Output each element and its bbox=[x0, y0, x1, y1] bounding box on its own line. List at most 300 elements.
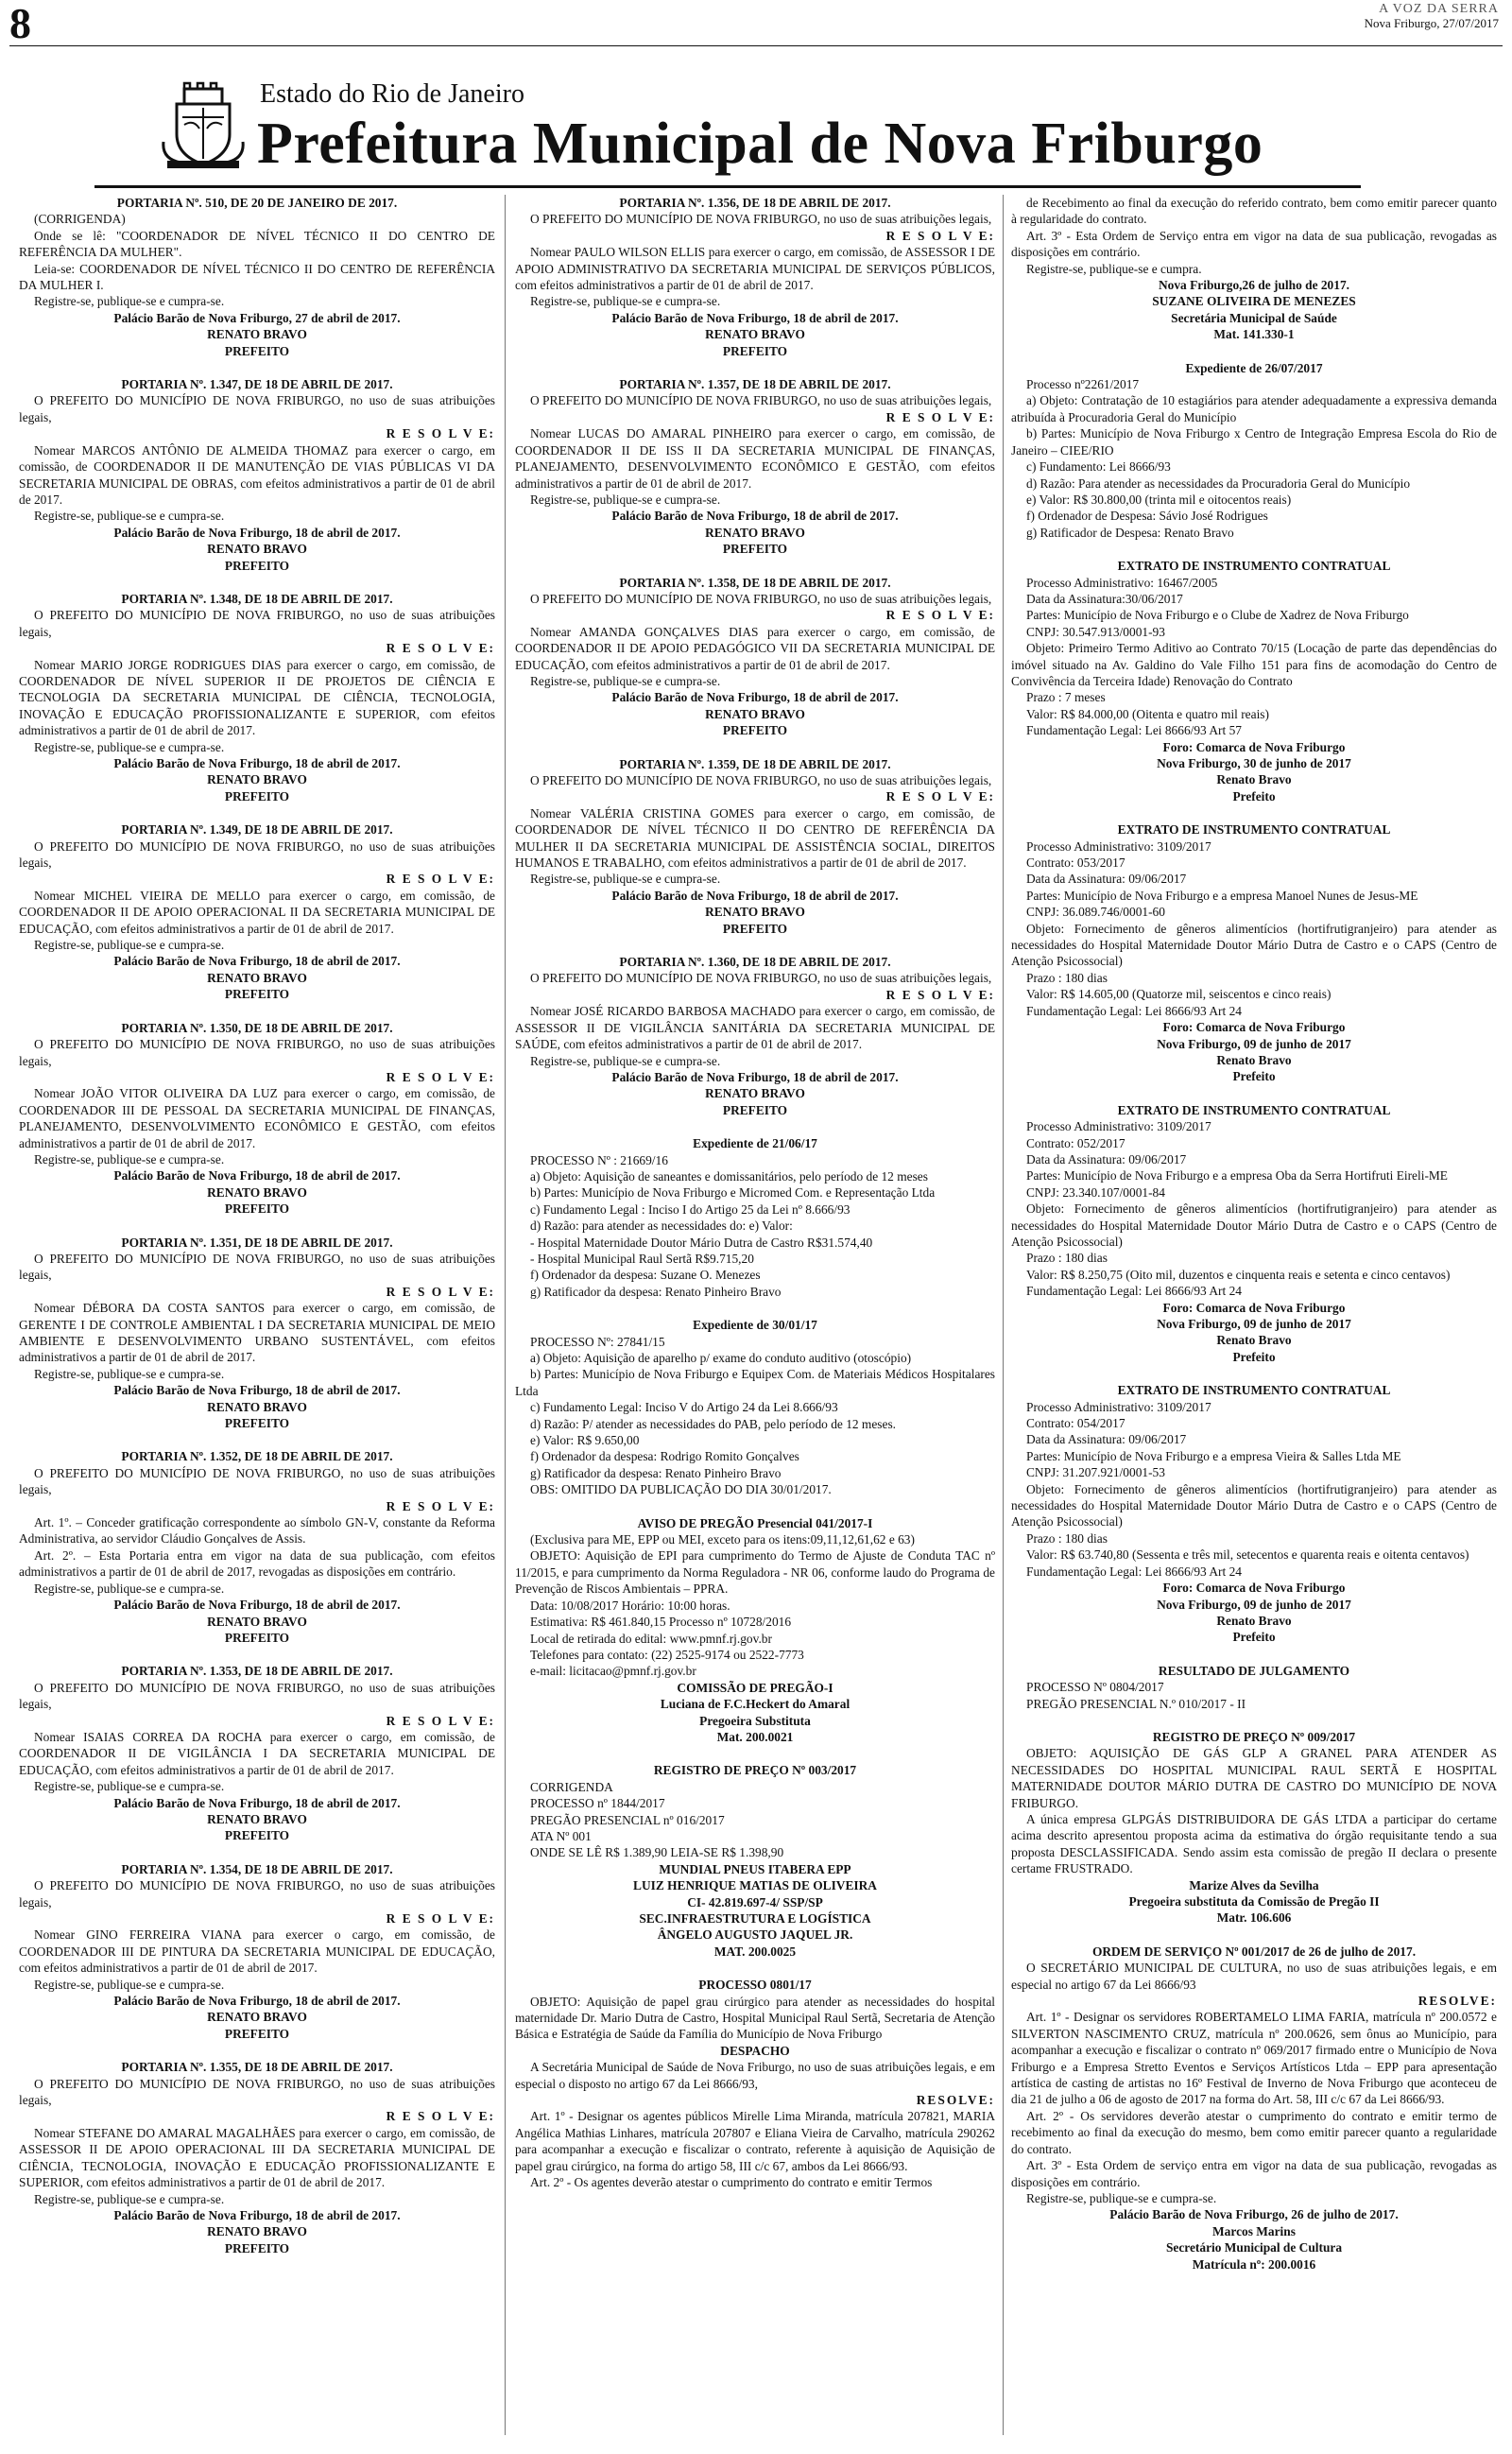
body-paragraph: PREGÃO PRESENCIAL N.º 010/2017 - II bbox=[1026, 1696, 1246, 1711]
body-paragraph: PROCESSO Nº: 27841/15 bbox=[530, 1334, 665, 1349]
signature-line: MAT. 200.0025 bbox=[713, 1944, 797, 1959]
section-gap bbox=[1011, 804, 1497, 821]
body-paragraph: a) Objeto: Contratação de 10 estagiários para atender adequadamente a expressiva demanda atribuída à Procuradoria Geral do Município bbox=[1011, 393, 1497, 424]
body-paragraph: Prazo : 180 dias bbox=[1026, 1530, 1108, 1546]
body-paragraph: c) Fundamento Legal : Inciso I do Artigo 25 da Lei nº 8.666/93 bbox=[530, 1201, 850, 1217]
body-paragraph: Nomear DÉBORA DA COSTA SANTOS para exercer o cargo, em comissão, de GERENTE I DE CONTROLE AMBIENTAL I DA SECRETARIA MUNICIPAL DE MEIO AMBIENTE E DESENVOLVIMENTO URBANO SUSTENTÁVEL, com efeitos administrativos a partir de 01 de abril de 2017. bbox=[19, 1301, 495, 1365]
body-paragraph: Art. 1º - Designar os agentes públicos Mirelle Lima Miranda, matrícula 207821, MARIA Angélica Mathias Linhares, matrícula 207807 e Eliana Vieira de Carvalho, matrícula 290262 para acompanhar a execução e fiscalizar o contrato, referente à aquisição de Aquisição de papel grau cirúrgico, na forma do artigo 58, III c/c 67, ambos da Lei 8666/93. bbox=[515, 2109, 995, 2173]
body-paragraph: Art. 1º - Designar os servidores ROBERTAMELO LIMA FARIA, matrícula nº 200.0572 e SILVERTON NASCIMENTO CRUZ, matrícula nº 200.0626, sem ônus ao Município, para acompanhar a execução e fiscalizar o contrato nº 069/2017 firmado entre o Município de Nova Friburgo e a Empresa Stretto Eventos e Serviços Artísticos Ltda – EPP para apresentação artística de casting de artistas no 16º Festival de Inverno de Nova Friburgo que aconteceu de dia 21 de julho a 06 de agosto de 2017 na forma do Art. 58, III c/c 67 da Lei 8666/93. bbox=[1011, 2010, 1497, 2107]
signature-line: Renato Bravo bbox=[1216, 1613, 1292, 1628]
section-heading: PORTARIA Nº. 1.358, DE 18 DE ABRIL DE 2017. bbox=[619, 575, 891, 590]
body-paragraph: Registre-se, publique-se e cumpra-se. bbox=[34, 1779, 225, 1794]
signature-line: Renato Bravo bbox=[1216, 772, 1292, 787]
section-heading: PORTARIA Nº. 1.352, DE 18 DE ABRIL DE 2017. bbox=[121, 1449, 393, 1464]
signature-line: Palácio Barão de Nova Friburgo, 26 de julho de 2017. bbox=[1109, 2207, 1399, 2222]
signature-line: Palácio Barão de Nova Friburgo, 18 de abril de 2017. bbox=[113, 2207, 401, 2222]
body-paragraph: Local de retirada do edital: www.pmnf.rj.gov.br bbox=[530, 1631, 772, 1646]
body-paragraph: O PREFEITO DO MUNICÍPIO DE NOVA FRIBURGO, no uso de suas atribuições legais, bbox=[19, 608, 495, 639]
signature-line: PREFEITO bbox=[722, 1102, 788, 1117]
body-paragraph: Leia-se: COORDENADOR DE NÍVEL TÉCNICO II DO CENTRO DE REFERÊNCIA DA MULHER I. bbox=[19, 261, 495, 293]
signature-line: Mat. 141.330-1 bbox=[1213, 327, 1295, 342]
column-2 bbox=[515, 195, 995, 2445]
section-gap bbox=[1011, 1646, 1497, 1663]
body-paragraph: Nomear JOSÉ RICARDO BARBOSA MACHADO para exercer o cargo, em comissão, de ASSESSOR II DE VIGILÂNCIA SANITÁRIA DA SECRETARIA MUNICIPAL DE SAÚDE, com efeitos administrativos a partir de 01 de abril de 2017. bbox=[515, 1004, 995, 1052]
resolve-label: RESOLVE: bbox=[916, 2093, 995, 2108]
body-paragraph: Objeto: Fornecimento de gêneros alimentícios (hortifrutigranjeiro) para atender as necessidades do Hospital Maternidade Doutor Mário Dutra de Castro e o CAPS (Centro de Atenção Psicossocial) bbox=[1011, 1481, 1497, 1529]
column-divider bbox=[1003, 195, 1004, 2435]
section-heading: PROCESSO 0801/17 bbox=[698, 1978, 812, 1993]
body-paragraph: Registre-se, publique-se e cumpra-se. bbox=[34, 1151, 225, 1167]
body-paragraph: f) Ordenador da despesa: Suzane O. Menezes bbox=[530, 1268, 761, 1283]
body-paragraph: Data da Assinatura: 09/06/2017 bbox=[1026, 1432, 1187, 1447]
section-gap bbox=[515, 1118, 995, 1135]
body-paragraph: Estimativa: R$ 461.840,15 Processo nº 10728/2016 bbox=[530, 1615, 792, 1630]
body-paragraph: O PREFEITO DO MUNICÍPIO DE NOVA FRIBURGO, no uso de suas atribuições legais, bbox=[19, 838, 495, 871]
section-heading: PORTARIA Nº. 1.355, DE 18 DE ABRIL DE 2017. bbox=[121, 2060, 393, 2075]
resolve-label: R E S O L V E: bbox=[386, 1713, 495, 1728]
section-heading: RESULTADO DE JULGAMENTO bbox=[1158, 1663, 1350, 1678]
body-paragraph: (CORRIGENDA) bbox=[34, 212, 126, 227]
signature-line: Nova Friburgo, 09 de junho de 2017 bbox=[1157, 1317, 1351, 1331]
signature-line: SUZANE OLIVEIRA DE MENEZES bbox=[1152, 294, 1356, 309]
signature-line: LUIZ HENRIQUE MATIAS DE OLIVEIRA bbox=[633, 1878, 877, 1893]
section-gap bbox=[1011, 1365, 1497, 1382]
body-paragraph: Data da Assinatura:30/06/2017 bbox=[1026, 591, 1183, 606]
section-gap bbox=[19, 1431, 495, 1448]
signature-line: Palácio Barão de Nova Friburgo, 18 de abril de 2017. bbox=[611, 690, 899, 705]
body-paragraph: d) Razão: para atender as necessidades do: e) Valor: bbox=[530, 1218, 793, 1234]
section-heading: REGISTRO DE PREÇO Nº 009/2017 bbox=[1152, 1729, 1356, 1744]
body-paragraph: Onde se lê: "COORDENADOR DE NÍVEL TÉCNICO II DO CENTRO DE REFERÊNCIA DA MULHER". bbox=[19, 228, 495, 260]
body-paragraph: Partes: Município de Nova Friburgo e a empresa Vieira & Salles Ltda ME bbox=[1026, 1448, 1401, 1463]
signature-line: PREFEITO bbox=[224, 1201, 290, 1217]
section-heading: PORTARIA Nº. 1.350, DE 18 DE ABRIL DE 2017. bbox=[121, 1020, 393, 1035]
body-paragraph: O PREFEITO DO MUNICÍPIO DE NOVA FRIBURGO, no uso de suas atribuições legais, bbox=[19, 1680, 495, 1712]
signature-line: Prefeito bbox=[1232, 1630, 1276, 1645]
signature-line: Palácio Barão de Nova Friburgo, 18 de abril de 2017. bbox=[113, 1994, 401, 2009]
body-paragraph: O PREFEITO DO MUNICÍPIO DE NOVA FRIBURGO, no uso de suas atribuições legais, bbox=[530, 971, 992, 986]
resolve-label: R E S O L V E: bbox=[885, 608, 995, 623]
body-paragraph: O PREFEITO DO MUNICÍPIO DE NOVA FRIBURGO, no uso de suas atribuições legais, bbox=[19, 393, 495, 424]
section-gap bbox=[19, 1218, 495, 1235]
body-paragraph: Processo Administrativo: 16467/2005 bbox=[1026, 575, 1218, 590]
body-paragraph: Registre-se, publique-se e cumpra-se. bbox=[530, 673, 721, 688]
signature-line: Matrícula nº: 200.0016 bbox=[1192, 2256, 1316, 2272]
resolve-label: R E S O L V E: bbox=[386, 426, 495, 441]
body-paragraph: A única empresa GLPGÁS DISTRIBUIDORA DE GÁS LTDA a participar do certame acima descrito apresentou proposta acima da estimativa do órgão requisitante tendo a sua proposta DESCLASSIFICADA. Sendo assim esta comissão de pregão II declara o presente certame FRUSTRADO. bbox=[1011, 1811, 1497, 1876]
signature-line: Palácio Barão de Nova Friburgo, 18 de abril de 2017. bbox=[113, 1598, 401, 1613]
body-paragraph: Contrato: 054/2017 bbox=[1026, 1416, 1125, 1431]
resolve-label: R E S O L V E: bbox=[885, 409, 995, 424]
signature-line: Palácio Barão de Nova Friburgo, 18 de abril de 2017. bbox=[611, 888, 899, 903]
section-heading: Expediente de 30/01/17 bbox=[693, 1318, 817, 1333]
section-gap bbox=[19, 1003, 495, 1020]
resolve-label: RESOLVE: bbox=[1418, 1994, 1497, 2009]
section-heading: PORTARIA Nº. 1.347, DE 18 DE ABRIL DE 2017. bbox=[121, 377, 393, 392]
body-paragraph: Art. 3º - Esta Ordem de Serviço entra em vigor na data de sua publicação, revogadas as disposições em contrário. bbox=[1011, 228, 1497, 260]
body-paragraph: O PREFEITO DO MUNICÍPIO DE NOVA FRIBURGO, no uso de suas atribuições legais, bbox=[530, 393, 992, 408]
body-paragraph: CNPJ: 31.207.921/0001-53 bbox=[1026, 1465, 1165, 1480]
resolve-label: R E S O L V E: bbox=[885, 789, 995, 804]
body-paragraph: Partes: Município de Nova Friburgo e o Clube de Xadrez de Nova Friburgo bbox=[1026, 608, 1409, 623]
body-paragraph: Registre-se, publique-se e cumpra-se. bbox=[34, 2191, 225, 2206]
column-1 bbox=[19, 195, 495, 2445]
body-paragraph: Registre-se, publique-se e cumpra-se. bbox=[530, 872, 721, 887]
resolve-label: R E S O L V E: bbox=[386, 1284, 495, 1299]
signature-line: PREFEITO bbox=[722, 542, 788, 557]
body-paragraph: f) Ordenador de Despesa: Sávio José Rodrigues bbox=[1026, 509, 1268, 524]
body-paragraph: PROCESSO Nº : 21669/16 bbox=[530, 1152, 668, 1167]
body-paragraph: c) Fundamento: Lei 8666/93 bbox=[1026, 459, 1171, 475]
section-heading: PORTARIA Nº. 1.356, DE 18 DE ABRIL DE 2017. bbox=[619, 196, 891, 210]
section-heading: Expediente de 21/06/17 bbox=[693, 1136, 817, 1151]
body-paragraph: e-mail: licitacao@pmnf.rj.gov.br bbox=[530, 1664, 696, 1679]
body-paragraph: Art. 2º - Os servidores deverão atestar o cumprimento do contrato e emitir termo de recebimento ao final da execução do mesmo, bem como emitir parecer quanto a regularidade do contrato. bbox=[1011, 2108, 1497, 2156]
body-paragraph: Nomear AMANDA GONÇALVES DIAS para exercer o cargo, em comissão, de COORDENADOR II DE APOIO PEDAGÓGICO VII DA SECRETARIA MUNICIPAL DE EDUCAÇÃO, com efeitos administrativos a partir de 01 de abril de 2017. bbox=[515, 624, 995, 672]
section-gap bbox=[1011, 343, 1497, 360]
section-gap bbox=[515, 359, 995, 376]
body-paragraph: O SECRETÁRIO MUNICIPAL DE CULTURA, no uso de suas atribuições legais, e em especial no artigo 67 da Lei 8666/93 bbox=[1011, 1961, 1497, 1992]
body-paragraph: Contrato: 053/2017 bbox=[1026, 855, 1125, 871]
body-paragraph: CNPJ: 36.089.746/0001-60 bbox=[1026, 905, 1165, 920]
body-paragraph: Nomear ISAIAS CORREA DA ROCHA para exercer o cargo, em comissão, de COORDENADOR II DE VIGILÂNCIA I DA SECRETARIA MUNICIPAL DE EDUCAÇÃO, com efeitos administrativos a partir de 01 de abril de 2017. bbox=[19, 1729, 495, 1777]
signature-line: Marize Alves da Sevilha bbox=[1189, 1877, 1319, 1892]
signature-line: Nova Friburgo, 30 de junho de 2017 bbox=[1157, 756, 1351, 770]
section-heading: REGISTRO DE PREÇO Nº 003/2017 bbox=[653, 1763, 857, 1778]
body-paragraph: Nomear MARCOS ANTÔNIO DE ALMEIDA THOMAZ para exercer o cargo, em comissão, de COORDENADOR II DE MANUTENÇÃO DE VIAS PÚBLICAS VI DA SECRETARIA MUNICIPAL DE OBRAS, com efeitos administrativos a partir de 01 de abril de 2017. bbox=[19, 442, 495, 507]
signature-line: RENATO BRAVO bbox=[207, 1811, 307, 1826]
paper-masthead bbox=[1365, 2, 1499, 30]
signature-line: ÂNGELO AUGUSTO JAQUEL JR. bbox=[657, 1927, 853, 1943]
body-paragraph: PROCESSO nº 1844/2017 bbox=[530, 1796, 665, 1811]
body-paragraph: Registre-se, publique-se e cumpra-se. bbox=[34, 938, 225, 953]
signature-line: Palácio Barão de Nova Friburgo, 18 de abril de 2017. bbox=[113, 1168, 401, 1184]
body-paragraph: Valor: R$ 8.250,75 (Oito mil, duzentos e cinquenta reais e setenta e cinco centavos) bbox=[1026, 1267, 1451, 1282]
body-paragraph: Data da Assinatura: 09/06/2017 bbox=[1026, 1151, 1187, 1167]
body-paragraph: a) Objeto: Aquisição de aparelho p/ exame do conduto auditivo (otoscópio) bbox=[530, 1351, 912, 1365]
body-paragraph: CORRIGENDA bbox=[530, 1779, 613, 1794]
body-paragraph: Registre-se, publique-se e cumpra-se. bbox=[530, 294, 721, 309]
body-paragraph: Art. 1º. – Conceder gratificação correspondente ao símbolo GN-V, constante da Reforma Administrativa, ao servidor Cláudio Gonçalves de Assis. bbox=[19, 1515, 495, 1547]
column-divider bbox=[505, 195, 506, 2435]
signature-line: Palácio Barão de Nova Friburgo, 27 de abril de 2017. bbox=[113, 310, 401, 325]
body-paragraph: Processo Administrativo: 3109/2017 bbox=[1026, 1399, 1211, 1414]
page-number: 8 bbox=[9, 0, 31, 47]
signature-line: RENATO BRAVO bbox=[207, 542, 307, 557]
signature-line: Palácio Barão de Nova Friburgo, 18 de abril de 2017. bbox=[113, 1383, 401, 1398]
body-paragraph: Telefones para contato: (22) 2525-9174 ou 2522-7773 bbox=[530, 1647, 804, 1662]
signature-line: PREFEITO bbox=[224, 1416, 290, 1431]
body-paragraph: Valor: R$ 14.605,00 (Quatorze mil, seiscentos e cinco reais) bbox=[1026, 987, 1332, 1002]
signature-line: Secretário Municipal de Cultura bbox=[1165, 2240, 1343, 2255]
body-paragraph: de Recebimento ao final da execução do referido contrato, bem como emitir parecer quanto à regularidade do contrato. bbox=[1011, 196, 1497, 227]
body-paragraph: Fundamentação Legal: Lei 8666/93 Art 57 bbox=[1026, 723, 1242, 738]
body-paragraph: e) Valor: R$ 30.800,00 (trinta mil e oitocentos reais) bbox=[1026, 492, 1292, 507]
body-paragraph: OBJETO: Aquisição de EPI para cumprimento do Termo de Ajuste de Conduta TAC nº 11/2015, e para cumprimento da Norma Reguladora - NR 06, conforme laudo do Programa de Prevenção de Riscos Ambientais – PPRA. bbox=[515, 1548, 995, 1597]
body-paragraph: b) Partes: Município de Nova Friburgo e Micromed Com. e Representação Ltda bbox=[530, 1185, 936, 1201]
signature-line: RENATO BRAVO bbox=[705, 905, 805, 920]
signature-line: SEC.INFRAESTRUTURA E LOGÍSTICA bbox=[639, 1911, 871, 1926]
body-paragraph: O PREFEITO DO MUNICÍPIO DE NOVA FRIBURGO, no uso de suas atribuições legais, bbox=[19, 2076, 495, 2108]
resolve-label: R E S O L V E: bbox=[885, 228, 995, 243]
signature-line: PREFEITO bbox=[722, 921, 788, 936]
signature-line: Luciana de F.C.Heckert do Amaral bbox=[660, 1697, 850, 1712]
resolve-label: R E S O L V E: bbox=[386, 2109, 495, 2124]
body-paragraph: Registre-se, publique-se e cumpra-se. bbox=[530, 492, 721, 507]
signature-line: PREFEITO bbox=[224, 1630, 290, 1645]
body-paragraph: Registre-se, publique-se e cumpra-se. bbox=[530, 1053, 721, 1068]
signature-line: PREFEITO bbox=[224, 788, 290, 804]
body-paragraph: ATA Nº 001 bbox=[530, 1828, 592, 1843]
body-paragraph: OBS: OMITIDO DA PUBLICAÇÃO DO DIA 30/01/2017. bbox=[530, 1482, 832, 1497]
section-heading: EXTRATO DE INSTRUMENTO CONTRATUAL bbox=[1117, 559, 1391, 574]
body-paragraph: Nomear MICHEL VIEIRA DE MELLO para exercer o cargo, em comissão, de COORDENADOR II DE APOIO OPERACIONAL II DA SECRETARIA MUNICIPAL DE EDUCAÇÃO, com efeitos administrativos a partir de 01 de abril de 2017. bbox=[19, 888, 495, 936]
section-gap bbox=[1011, 1927, 1497, 1944]
signature-line: Nova Friburgo, 09 de junho de 2017 bbox=[1157, 1597, 1351, 1612]
signature-line: RENATO BRAVO bbox=[705, 1086, 805, 1101]
signature-line: Palácio Barão de Nova Friburgo, 18 de abril de 2017. bbox=[113, 954, 401, 969]
section-gap bbox=[19, 574, 495, 591]
body-paragraph: O PREFEITO DO MUNICÍPIO DE NOVA FRIBURGO, no uso de suas atribuições legais, bbox=[19, 1037, 495, 1068]
coat-of-arms-icon bbox=[156, 76, 250, 170]
body-paragraph: Prazo : 7 meses bbox=[1026, 690, 1106, 705]
body-paragraph: CNPJ: 30.547.913/0001-93 bbox=[1026, 624, 1165, 639]
section-gap bbox=[1011, 541, 1497, 558]
signature-line: Pregoeira substituta da Comissão de Pregão II bbox=[1128, 1894, 1380, 1909]
body-paragraph: Objeto: Primeiro Termo Aditivo ao Contrato 70/15 (Locação de parte das dependências do imóvel situado na Av. Galdino do Vale Filho 151 para fins de acomodação do Centro de Convivência da Terceira Idade) Renovação do Contrato bbox=[1011, 641, 1497, 688]
signature-line: Marcos Marins bbox=[1212, 2223, 1296, 2238]
body-paragraph: Processo Administrativo: 3109/2017 bbox=[1026, 1119, 1211, 1134]
body-paragraph: ONDE SE LÊ R$ 1.389,90 LEIA-SE R$ 1.398,90 bbox=[530, 1845, 784, 1860]
section-gap bbox=[19, 804, 495, 821]
body-paragraph: Registre-se, publique-se e cumpra-se. bbox=[34, 1977, 225, 1992]
signature-line: Prefeito bbox=[1232, 1349, 1276, 1364]
body-paragraph: Nomear MARIO JORGE RODRIGUES DIAS para exercer o cargo, em comissão, de COORDENADOR DE NÍVEL SUPERIOR II DE PROJETOS DE CIÊNCIA E TECNOLOGIA DA SECRETARIA MUNICIPAL DE CIÊNCIA, TECNOLOGIA, INOVAÇÃO E EDUCAÇÃO PROFISSIONALIZANTE E SUPERIOR, com efeitos administrativos a partir de 01 de abril de 2017. bbox=[19, 657, 495, 738]
body-paragraph: - Hospital Municipal Raul Sertã R$9.715,20 bbox=[530, 1251, 754, 1266]
paper-name: A VOZ DA SERRA bbox=[1379, 2, 1499, 16]
section-gap bbox=[515, 739, 995, 756]
body-paragraph: Nomear LUCAS DO AMARAL PINHEIRO para exercer o cargo, em comissão, de COORDENADOR II DE ISS II DA SECRETARIA MUNICIPAL DE FINANÇAS, PLANEJAMENTO, DESENVOLVIMENTO ECONÔMICO E GESTÃO, com efeitos administrativos a partir de 01 de abril de 2017. bbox=[515, 426, 995, 491]
body-paragraph: Registre-se, publique-se e cumpra. bbox=[1026, 261, 1202, 276]
signature-line: Palácio Barão de Nova Friburgo, 18 de abril de 2017. bbox=[611, 509, 899, 524]
section-heading: PORTARIA Nº. 1.359, DE 18 DE ABRIL DE 2017. bbox=[619, 756, 891, 771]
section-heading: PORTARIA Nº. 1.348, DE 18 DE ABRIL DE 2017. bbox=[121, 591, 393, 606]
section-heading: PORTARIA Nº. 1.354, DE 18 DE ABRIL DE 2017. bbox=[121, 1861, 393, 1876]
signature-line: Nova Friburgo, 09 de junho de 2017 bbox=[1157, 1036, 1351, 1051]
body-paragraph: O PREFEITO DO MUNICÍPIO DE NOVA FRIBURGO, no uso de suas atribuições legais, bbox=[530, 591, 992, 606]
signature-line: RENATO BRAVO bbox=[207, 2224, 307, 2239]
signature-line: PREFEITO bbox=[224, 2240, 290, 2255]
body-paragraph: Fundamentação Legal: Lei 8666/93 Art 24 bbox=[1026, 1564, 1242, 1579]
body-paragraph: O PREFEITO DO MUNICÍPIO DE NOVA FRIBURGO, no uso de suas atribuições legais, bbox=[19, 1465, 495, 1497]
signature-line: RENATO BRAVO bbox=[705, 327, 805, 342]
section-gap bbox=[19, 1844, 495, 1861]
section-gap bbox=[515, 1300, 995, 1317]
signature-line: PREFEITO bbox=[224, 1828, 290, 1843]
body-paragraph: Partes: Município de Nova Friburgo e a empresa Oba da Serra Hortifruti Eireli-ME bbox=[1026, 1168, 1448, 1184]
resolve-label: R E S O L V E: bbox=[885, 987, 995, 1002]
body-paragraph: d) Razão: Para atender as necessidades da Procuradoria Geral do Município bbox=[1026, 475, 1411, 491]
resolve-label: R E S O L V E: bbox=[386, 1069, 495, 1084]
signature-line: RENATO BRAVO bbox=[705, 706, 805, 721]
section-gap bbox=[1011, 1712, 1497, 1729]
body-paragraph: Nomear STEFANE DO AMARAL MAGALHÃES para exercer o cargo, em comissão, de ASSESSOR II DE APOIO OPERACIONAL III DA SECRETARIA MUNICIPAL DE CIÊNCIA, TECNOLOGIA, INOVAÇÃO E EDUCAÇÃO PROFISSIONALIZANTE E SUPERIOR, com efeitos administrativos a partir de 01 de abril de 2017. bbox=[19, 2125, 495, 2190]
body-paragraph: PREGÃO PRESENCIAL nº 016/2017 bbox=[530, 1812, 725, 1827]
body-paragraph: Art. 2º. – Esta Portaria entra em vigor na data de sua publicação, com efeitos administrativos a partir de 01 de abril de 2017, revogadas as disposições em contrário. bbox=[19, 1547, 495, 1580]
signature-line: PREFEITO bbox=[224, 343, 290, 358]
body-paragraph: Processo Administrativo: 3109/2017 bbox=[1026, 838, 1211, 854]
section-gap bbox=[515, 1745, 995, 1762]
body-paragraph: OBJETO: AQUISIÇÃO DE GÁS GLP A GRANEL PARA ATENDER AS NECESSIDADES DO HOSPITAL MUNICIPAL RAUL SERTÃ E HOSPITAL MATERNIDADE DOUTOR MÁRIO DUTRA DE CASTRO DO MUNICÍPIO DE NOVA FRIBURGO. bbox=[1011, 1746, 1497, 1810]
signature-line: PREFEITO bbox=[722, 343, 788, 358]
section-gap bbox=[515, 1498, 995, 1515]
body-paragraph: d) Razão: P/ atender as necessidades do PAB, pelo período de 12 meses. bbox=[530, 1416, 897, 1431]
body-paragraph: Fundamentação Legal: Lei 8666/93 Art 24 bbox=[1026, 1284, 1242, 1299]
paper-dateline: Nova Friburgo, 27/07/2017 bbox=[1364, 16, 1499, 30]
signature-line: Renato Bravo bbox=[1216, 1333, 1292, 1348]
body-paragraph: CNPJ: 23.340.107/0001-84 bbox=[1026, 1184, 1165, 1200]
body-paragraph: A Secretária Municipal de Saúde de Nova Friburgo, no uso de suas atribuições legais, e em especial o disposto no artigo 67 da Lei 8666/93, bbox=[515, 2060, 995, 2091]
signature-line: DESPACHO bbox=[720, 2043, 790, 2058]
body-paragraph: - Hospital Maternidade Doutor Mário Dutra de Castro R$31.574,40 bbox=[530, 1235, 873, 1250]
section-gap bbox=[515, 558, 995, 575]
top-divider bbox=[9, 45, 1503, 46]
signature-line: MUNDIAL PNEUS ITABERA EPP bbox=[659, 1861, 851, 1876]
body-paragraph: Nomear JOÃO VITOR OLIVEIRA DA LUZ para exercer o cargo, em comissão, de COORDENADOR III DE PESSOAL DA SECRETARIA MUNICIPAL DE FINANÇAS, PLANEJAMENTO, DESENVOLVIMENTO ECONÔMICO E GESTÃO, com efeitos administrativos a partir de 01 de abril de 2017. bbox=[19, 1086, 495, 1150]
body-paragraph: PROCESSO Nº 0804/2017 bbox=[1026, 1680, 1164, 1695]
municipality-title: Prefeitura Municipal de Nova Friburgo bbox=[257, 112, 1263, 176]
resolve-label: R E S O L V E: bbox=[386, 1498, 495, 1513]
section-heading: EXTRATO DE INSTRUMENTO CONTRATUAL bbox=[1117, 1102, 1391, 1117]
body-paragraph: Nomear PAULO WILSON ELLIS para exercer o cargo, em comissão, de ASSESSOR I DE APOIO ADMINISTRATIVO DA SECRETARIA MUNICIPAL DE SERVIÇOS PÚBLICOS, com efeitos administrativos a partir de 01 de abril de 2017. bbox=[515, 245, 995, 293]
body-paragraph: Partes: Município de Nova Friburgo e a empresa Manoel Nunes de Jesus-ME bbox=[1026, 888, 1418, 903]
signature-line: RENATO BRAVO bbox=[207, 1184, 307, 1200]
body-paragraph: c) Fundamento Legal: Inciso V do Artigo 24 da Lei 8.666/93 bbox=[530, 1400, 838, 1415]
section-heading: PORTARIA Nº. 1.360, DE 18 DE ABRIL DE 2017. bbox=[619, 955, 891, 970]
signature-line: Renato Bravo bbox=[1216, 1052, 1292, 1067]
body-paragraph: g) Ratificador da despesa: Renato Pinheiro Bravo bbox=[530, 1465, 782, 1480]
signature-line: Foro: Comarca de Nova Friburgo bbox=[1162, 1581, 1346, 1596]
body-paragraph: O PREFEITO DO MUNICÍPIO DE NOVA FRIBURGO, no uso de suas atribuições legais, bbox=[19, 1878, 495, 1910]
body-paragraph: Processo nº2261/2017 bbox=[1026, 377, 1140, 392]
body-paragraph: Valor: R$ 84.000,00 (Oitenta e quatro mil reais) bbox=[1026, 706, 1269, 721]
signature-line: Nova Friburgo,26 de julho de 2017. bbox=[1159, 278, 1349, 293]
section-gap bbox=[515, 1960, 995, 1977]
body-paragraph: Data da Assinatura: 09/06/2017 bbox=[1026, 872, 1187, 887]
section-heading: PORTARIA Nº. 1.353, DE 18 DE ABRIL DE 2017. bbox=[121, 1664, 393, 1679]
section-gap bbox=[1011, 1085, 1497, 1102]
body-paragraph: Data: 10/08/2017 Horário: 10:00 horas. bbox=[530, 1598, 730, 1613]
body-paragraph: Prazo : 180 dias bbox=[1026, 1251, 1108, 1266]
signature-line: RENATO BRAVO bbox=[207, 772, 307, 787]
state-name: Estado do Rio de Janeiro bbox=[260, 79, 524, 109]
body-paragraph: Registre-se, publique-se e cumpra-se. bbox=[34, 1581, 225, 1596]
body-paragraph: Art. 3º - Esta Ordem de serviço entra em vigor na data de sua publicação, revogadas as disposições em contrário. bbox=[1011, 2158, 1497, 2189]
body-paragraph: b) Partes: Município de Nova Friburgo x Centro de Integração Empresa Escola do Rio de Janeiro – CIEE/RIO bbox=[1011, 426, 1497, 458]
body-paragraph: Contrato: 052/2017 bbox=[1026, 1135, 1125, 1150]
signature-line: PREFEITO bbox=[722, 723, 788, 738]
section-heading: PORTARIA Nº. 1.357, DE 18 DE ABRIL DE 2017. bbox=[619, 377, 891, 392]
signature-line: RENATO BRAVO bbox=[207, 327, 307, 342]
signature-line: RENATO BRAVO bbox=[207, 970, 307, 985]
body-paragraph: OBJETO: Aquisição de papel grau cirúrgico para atender as necessidades do hospital maternidade Dr. Mario Dutra de Castro, Hospital Municipal Raul Sertã, Secretaria de Atenção Básica e Estratégia de Saúde da Família do Município de Nova Friburgo bbox=[515, 1994, 995, 2042]
section-heading: PORTARIA Nº. 1.349, DE 18 DE ABRIL DE 2017. bbox=[121, 822, 393, 838]
signature-line: PREFEITO bbox=[224, 558, 290, 573]
signature-line: Foro: Comarca de Nova Friburgo bbox=[1162, 739, 1346, 754]
body-paragraph: Registre-se, publique-se e cumpra-se. bbox=[34, 739, 225, 754]
section-heading: Expediente de 26/07/2017 bbox=[1185, 360, 1323, 375]
signature-line: Foro: Comarca de Nova Friburgo bbox=[1162, 1020, 1346, 1035]
section-heading: PORTARIA Nº. 1.351, DE 18 DE ABRIL DE 2017. bbox=[121, 1235, 393, 1250]
signature-line: Palácio Barão de Nova Friburgo, 18 de abril de 2017. bbox=[113, 1795, 401, 1810]
body-paragraph: Objeto: Fornecimento de gêneros alimentícios (hortifrutigranjeiro) para atender as necessidades do Hospital Maternidade Doutor Mário Dutra de Castro e o CAPS (Centro de Atenção Psicossocial) bbox=[1011, 921, 1497, 969]
body-paragraph: e) Valor: R$ 9.650,00 bbox=[530, 1433, 640, 1448]
body-paragraph: a) Objeto: Aquisição de saneantes e domissanitários, pelo período de 12 meses bbox=[530, 1168, 928, 1184]
body-paragraph: Valor: R$ 63.740,80 (Sessenta e três mil, setecentos e quarenta reais e oitenta centavos) bbox=[1026, 1547, 1469, 1563]
body-paragraph: (Exclusiva para ME, EPP ou MEI, exceto para os itens:09,11,12,61,62 e 63) bbox=[530, 1532, 915, 1547]
resolve-label: R E S O L V E: bbox=[386, 1911, 495, 1926]
signature-line: RENATO BRAVO bbox=[207, 2010, 307, 2025]
body-paragraph: O PREFEITO DO MUNICÍPIO DE NOVA FRIBURGO, no uso de suas atribuições legais, bbox=[19, 1251, 495, 1283]
signature-line: Prefeito bbox=[1232, 788, 1276, 804]
header-divider bbox=[94, 185, 1361, 188]
signature-line: Mat. 200.0021 bbox=[716, 1729, 794, 1744]
body-paragraph: O PREFEITO DO MUNICÍPIO DE NOVA FRIBURGO, no uso de suas atribuições legais, bbox=[530, 773, 992, 787]
section-gap bbox=[19, 359, 495, 376]
signature-line: Palácio Barão de Nova Friburgo, 18 de abril de 2017. bbox=[611, 310, 899, 325]
body-paragraph: Prazo : 180 dias bbox=[1026, 970, 1108, 985]
body-paragraph: Registre-se, publique-se e cumpra-se. bbox=[34, 1366, 225, 1381]
section-heading: ORDEM DE SERVIÇO Nº 001/2017 de 26 de julho de 2017. bbox=[1091, 1944, 1417, 1959]
body-paragraph: Registre-se, publique-se e cumpra-se. bbox=[34, 294, 225, 309]
column-3 bbox=[1011, 195, 1497, 2445]
signature-line: RENATO BRAVO bbox=[705, 525, 805, 540]
body-paragraph: b) Partes: Município de Nova Friburgo e Equipex Com. de Materiais Médicos Hospitalares Ltda bbox=[515, 1367, 995, 1398]
section-gap bbox=[515, 937, 995, 954]
signature-line: Pregoeira Substituta bbox=[699, 1713, 811, 1728]
signature-line: Palácio Barão de Nova Friburgo, 18 de abril de 2017. bbox=[113, 756, 401, 770]
signature-line: RENATO BRAVO bbox=[207, 1614, 307, 1629]
resolve-label: R E S O L V E: bbox=[386, 641, 495, 656]
section-heading: EXTRATO DE INSTRUMENTO CONTRATUAL bbox=[1117, 1383, 1391, 1398]
signature-line: PREFEITO bbox=[224, 2026, 290, 2041]
signature-line: RENATO BRAVO bbox=[207, 1399, 307, 1414]
section-heading: AVISO DE PREGÃO Presencial 041/2017-I bbox=[637, 1515, 873, 1530]
section-heading: EXTRATO DE INSTRUMENTO CONTRATUAL bbox=[1117, 822, 1391, 838]
signature-line: PREFEITO bbox=[224, 987, 290, 1002]
body-paragraph: Fundamentação Legal: Lei 8666/93 Art 24 bbox=[1026, 1003, 1242, 1018]
signature-line: Palácio Barão de Nova Friburgo, 18 de abril de 2017. bbox=[113, 525, 401, 540]
body-paragraph: f) Ordenador da despesa: Rodrigo Romito Gonçalves bbox=[530, 1449, 799, 1464]
body-paragraph: g) Ratificador da despesa: Renato Pinheiro Bravo bbox=[530, 1284, 782, 1299]
section-gap bbox=[19, 1646, 495, 1663]
body-paragraph: Art. 2º - Os agentes deverão atestar o cumprimento do contrato e emitir Termos bbox=[530, 2175, 933, 2190]
body-paragraph: g) Ratificador de Despesa: Renato Bravo bbox=[1026, 525, 1234, 540]
body-paragraph: Nomear VALÉRIA CRISTINA GOMES para exercer o cargo, em comissão, de COORDENADOR DE NÍVEL TÉCNICO II DO CENTRO DE REFERÊNCIA DA MULHER II DA SECRETARIA MUNICIPAL DE ASSISTÊNCIA SOCIAL, DIREITOS HUMANOS E TRABALHO, com efeitos administrativos a partir de 01 de abril de 2017. bbox=[515, 805, 995, 871]
signature-line: Foro: Comarca de Nova Friburgo bbox=[1162, 1300, 1346, 1315]
signature-line: Secretária Municipal de Saúde bbox=[1171, 310, 1337, 325]
signature-line: Prefeito bbox=[1232, 1069, 1276, 1084]
section-heading: PORTARIA Nº. 510, DE 20 DE JANEIRO DE 2017. bbox=[116, 196, 398, 210]
body-paragraph: Objeto: Fornecimento de gêneros alimentícios (hortifrutigranjeiro) para atender as necessidades do Hospital Maternidade Doutor Mário Dutra de Castro e o CAPS (Centro de Atenção Psicossocial) bbox=[1011, 1201, 1497, 1249]
body-paragraph: Nomear GINO FERREIRA VIANA para exercer o cargo, em comissão, de COORDENADOR III DE PINTURA DA SECRETARIA MUNICIPAL DE EDUCAÇÃO, com efeitos administrativos a partir de 01 de abril de 2017. bbox=[19, 1927, 495, 1976]
signature-line: CI- 42.819.697-4/ SSP/SP bbox=[687, 1894, 823, 1910]
signature-line: Palácio Barão de Nova Friburgo, 18 de abril de 2017. bbox=[611, 1069, 899, 1084]
body-paragraph: Registre-se, publique-se e cumpra-se. bbox=[1026, 2190, 1217, 2205]
body-paragraph: Registre-se, publique-se e cumpra-se. bbox=[34, 509, 225, 524]
section-heading: COMISSÃO DE PREGÃO-I bbox=[677, 1680, 833, 1695]
resolve-label: R E S O L V E: bbox=[386, 872, 495, 887]
